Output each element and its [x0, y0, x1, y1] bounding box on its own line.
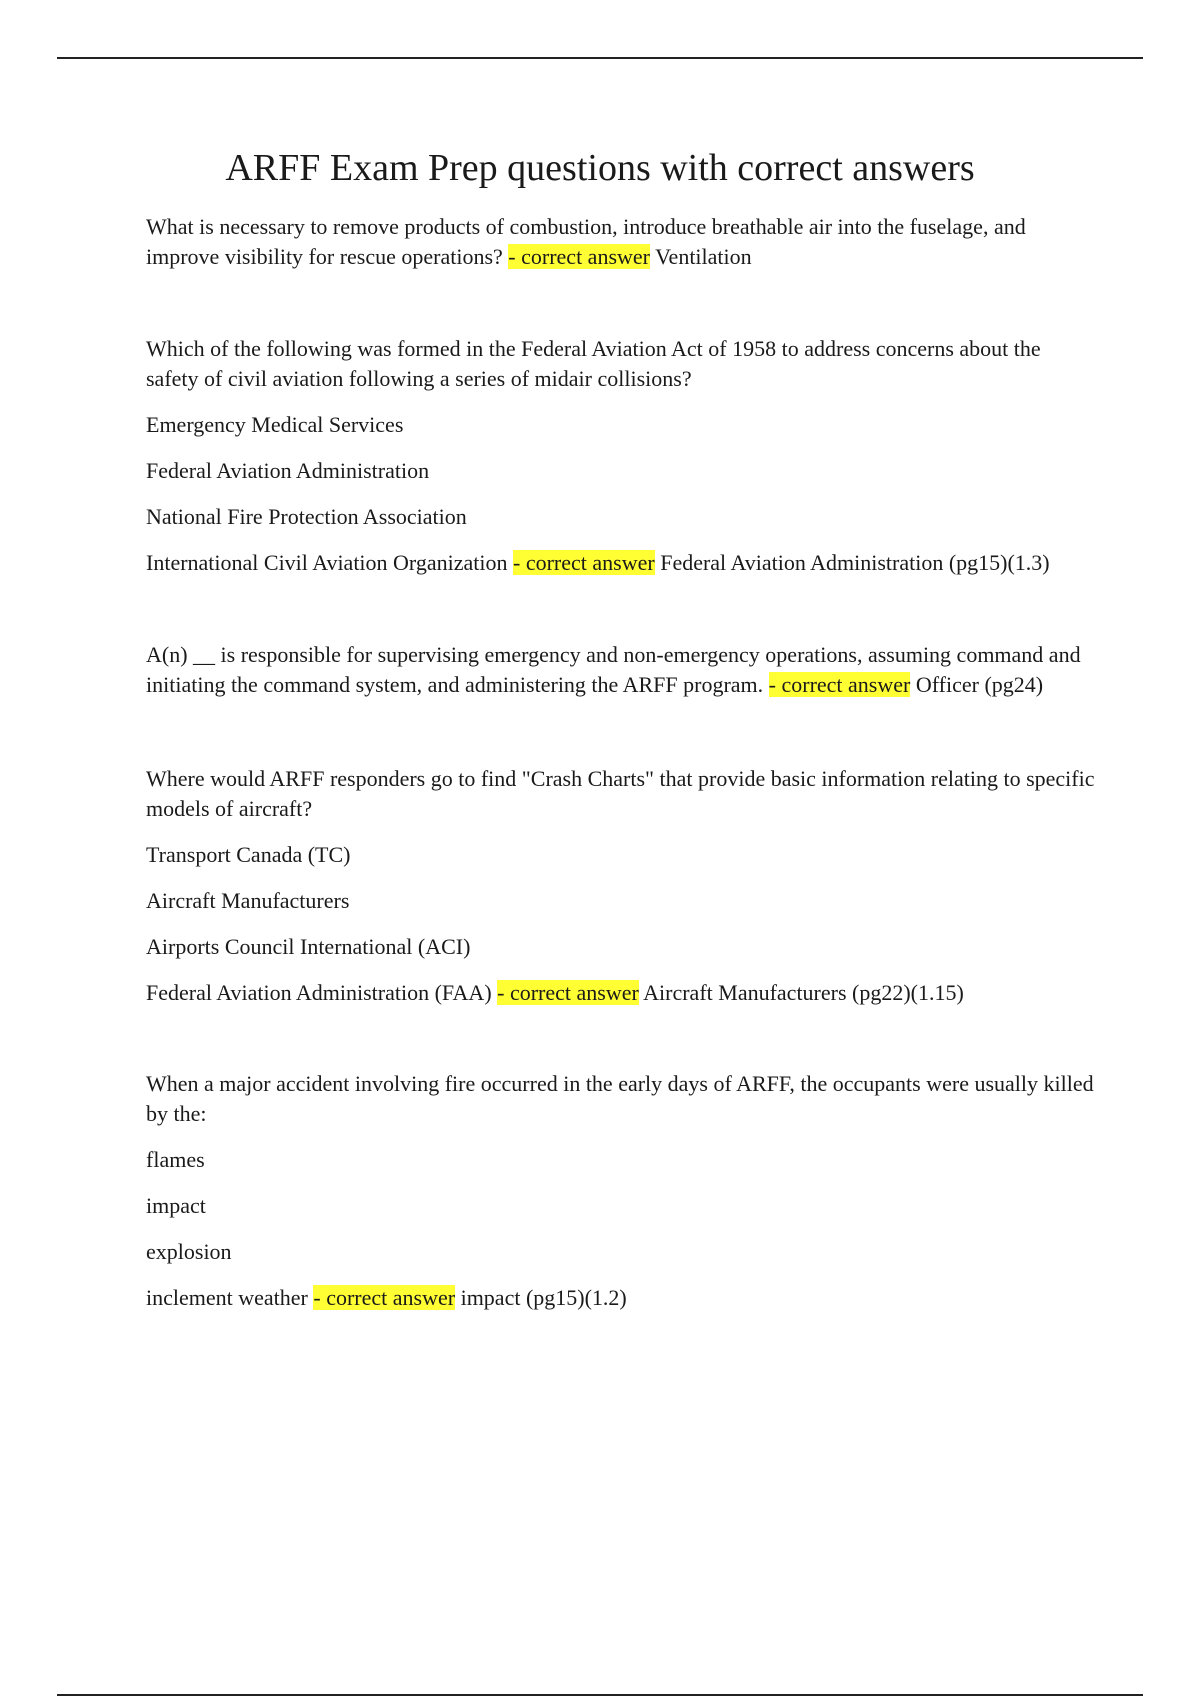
question-block: [146, 334, 1096, 578]
answer-option: Emergency Medical Services: [146, 412, 404, 437]
question-text: Where would ARFF responders go to find "Crash Charts" that provide basic information relating to specific models of aircraft?: [146, 766, 1095, 821]
question-text: Which of the following was formed in the Federal Aviation Act of 1958 to address concerns about the safety of civil aviation following a series of midair collisions?: [146, 336, 1041, 391]
answer-option-with-answer: [146, 548, 1096, 578]
answer-option: Transport Canada (TC): [146, 842, 351, 867]
document-body: [146, 212, 1096, 1371]
answer-text: impact (pg15)(1.2): [460, 1285, 627, 1310]
answer-option: impact: [146, 1193, 206, 1218]
question-prompt: What is necessary to remove products of combustion, introduce breathable air into the fuselage, and improve visibility for rescue operations?: [146, 214, 1026, 269]
answer-option: Airports Council International (ACI): [146, 934, 471, 959]
answer-option: flames: [146, 1147, 205, 1172]
question-text: [146, 640, 1096, 700]
bottom-rule: [57, 1694, 1143, 1696]
top-rule: [57, 57, 1143, 59]
question-text: [146, 212, 1096, 272]
question-block: [146, 764, 1096, 1008]
correct-answer-marker: - correct answer: [508, 244, 650, 269]
answer-option: National Fire Protection Association: [146, 504, 467, 529]
correct-answer-marker: - correct answer: [768, 672, 911, 697]
question-block: [146, 212, 1096, 272]
answer-option-with-answer: [146, 978, 1096, 1008]
question-prompt: A(n) __ is responsible for supervising emergency and non-emergency operations, assuming command and initiating the command system, and administering the ARFF program.: [146, 642, 1081, 697]
answer-option: explosion: [146, 1239, 232, 1264]
question-block: [146, 640, 1096, 700]
answer-option: Federal Aviation Administration (FAA): [146, 980, 492, 1005]
question-text: When a major accident involving fire occurred in the early days of ARFF, the occupants were usually killed by the:: [146, 1071, 1094, 1126]
answer-text: Federal Aviation Administration (pg15)(1.3): [660, 550, 1050, 575]
correct-answer-marker: - correct answer: [313, 1285, 456, 1310]
answer-option: Federal Aviation Administration: [146, 458, 430, 483]
answer-option: inclement weather: [146, 1285, 308, 1310]
page-title: ARFF Exam Prep questions with correct answers: [225, 147, 975, 189]
answer-option: Aircraft Manufacturers: [146, 888, 350, 913]
answer-text: Ventilation: [655, 244, 752, 269]
correct-answer-marker: - correct answer: [497, 980, 639, 1005]
answer-option-with-answer: [146, 1283, 1096, 1313]
answer-option: International Civil Aviation Organization: [146, 550, 508, 575]
answer-text: Officer (pg24): [915, 672, 1044, 697]
question-block: [146, 1069, 1096, 1313]
correct-answer-marker: - correct answer: [513, 550, 655, 575]
answer-text: Aircraft Manufacturers (pg22)(1.15): [643, 980, 964, 1005]
